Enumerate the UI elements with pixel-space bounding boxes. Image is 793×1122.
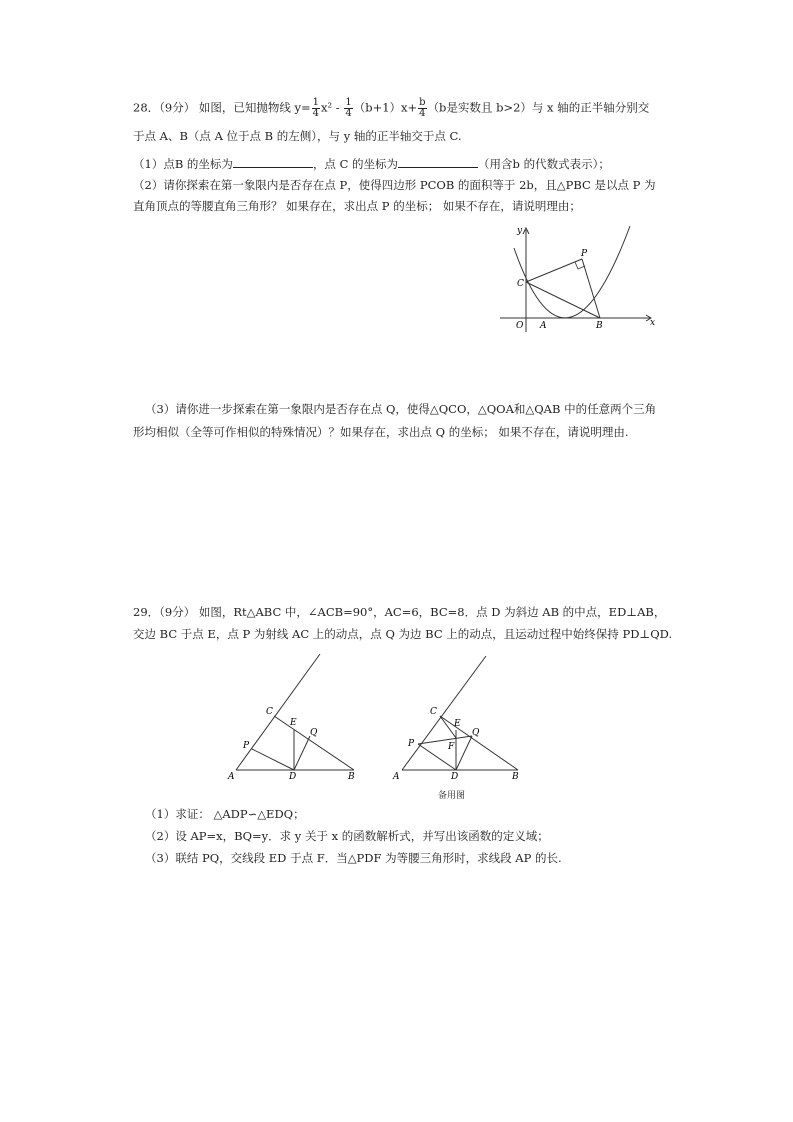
q28-stem-a: 如图，已知抛物线 y= (198, 100, 311, 115)
label-p: P (243, 741, 250, 751)
q28-number: 28．（9分） (133, 100, 196, 115)
label-c: C (430, 707, 437, 717)
q28-mid-term: （b+1）x+ (353, 100, 418, 115)
label-y: y (517, 226, 523, 236)
label-c: C (266, 707, 273, 717)
segment-cp (526, 259, 582, 282)
label-c: C (517, 279, 524, 289)
label-e: E (454, 719, 461, 729)
label-e: E (290, 718, 297, 728)
q29-stem-line2: 交边 BC 于点 E，点 P 为射线 AC 上的动点，点 Q 为边 BC 上的动点，且运动过程中始终保持 PD⊥QD. (133, 627, 673, 641)
label-b: B (512, 772, 519, 782)
label-p: P (581, 249, 588, 259)
q28-part2-line2: 直角顶点的等腰直角三角形？ 如果存在，求出点 P 的坐标； 如果不存在，请说明理由； (133, 199, 581, 213)
fraction-1-4: $\frac{1}{4}$ (312, 97, 320, 119)
q28-part1 (133, 155, 610, 172)
q28-part1-c: （用含b 的代数式表示）； (478, 157, 610, 171)
answer-blank-c[interactable] (398, 155, 478, 168)
label-q: Q (310, 728, 318, 738)
q29-figure-backup (393, 656, 536, 782)
q28-part3-line1: （3）请你进一步探索在第一象限内是否存在点 Q，使得△QCO，△QOA和△QAB 中的任意两个三角 (145, 402, 657, 416)
answer-blank-b[interactable] (233, 155, 313, 168)
segment-dq (294, 736, 310, 770)
q28-part3-line2: 形均相似（全等可作相似的特殊情况）？如果存在，求出点 Q 的坐标； 如果不存在，请说明理由. (133, 425, 629, 439)
label-a: A (540, 321, 547, 331)
q29-part2: （2）设 AP=x，BQ=y．求 y 关于 x 的函数解析式，并写出该函数的定义域； (145, 829, 549, 843)
fraction-b-4: $\frac{b}{4}$ (419, 97, 426, 119)
ray-ac (236, 654, 320, 770)
segment-pd (252, 749, 294, 770)
q29-part1: （1）求证： △ADP∽△EDQ； (145, 807, 305, 821)
label-a: A (393, 772, 400, 782)
segment-cb (526, 282, 600, 318)
backup-figure-caption: 备用图 (438, 791, 466, 801)
label-q: Q (472, 728, 480, 738)
label-x: x (650, 318, 656, 328)
label-b: B (348, 772, 355, 782)
label-o: O (516, 321, 524, 331)
label-d: D (289, 772, 297, 782)
label-f: F (448, 742, 455, 752)
q29-stem-line1: 29．（9分） 如图，Rt△ABC 中，∠ACB=90°，AC=6，BC=8．点 D 为斜边 AB 的中点，ED⊥AB， (133, 605, 666, 619)
q28-stem-line2: 于点 A、B（点 A 位于点 B 的左侧），与 y 轴的正半轴交于点 C. (133, 129, 462, 143)
ray-ac (402, 656, 486, 770)
q28-part2-line1: （2）请你探索在第一象限内是否存在点 P，使得四边形 PCOB 的面积等于 2b，且△PBC 是以点 P 为 (133, 178, 656, 192)
minus-sign: - (332, 100, 344, 115)
q28-stem-line1 (133, 98, 649, 119)
x-squared: x² (321, 100, 333, 115)
q28-stem-b: （b是实数且 b>2）与 x 轴的正半轴分别交 (427, 100, 650, 115)
label-a: A (228, 772, 235, 782)
q28-part1-a: （1）点B 的坐标为 (133, 157, 233, 171)
label-p: P (408, 739, 415, 749)
label-b: B (596, 321, 603, 331)
label-d: D (451, 772, 459, 782)
q29-figure-main (228, 652, 368, 782)
segment-cb (274, 716, 354, 770)
fraction-1-4-b: $\frac{1}{4}$ (345, 97, 352, 119)
q29-part3: （3）联结 PQ，交线段 ED 于点 F．当△PDF 为等腰三角形时，求线段 AP 的长. (145, 851, 562, 865)
segment-dq (456, 736, 472, 770)
q28-parabola-figure (498, 226, 658, 334)
q28-part1-b: ，点 C 的坐标为 (312, 157, 399, 171)
